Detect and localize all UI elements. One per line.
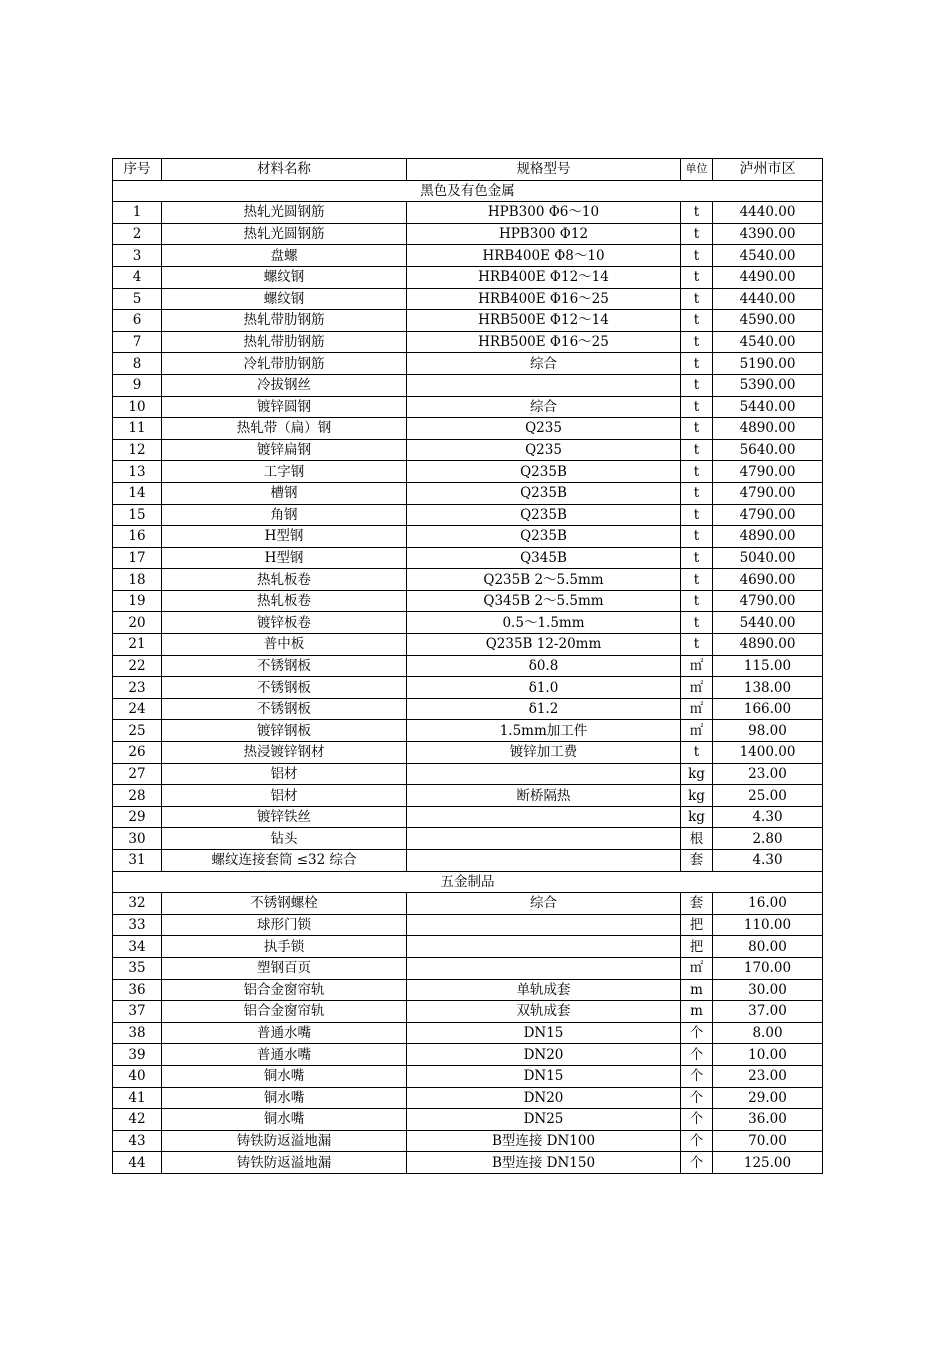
cell-spec: 断桥隔热 bbox=[407, 785, 681, 807]
table-row bbox=[113, 785, 823, 807]
cell-unit: 个 bbox=[681, 1109, 713, 1131]
cell-unit: 个 bbox=[681, 1044, 713, 1066]
header-seq: 序号 bbox=[113, 159, 162, 181]
table-row bbox=[113, 439, 823, 461]
table-row bbox=[113, 482, 823, 504]
cell-price: 4690.00 bbox=[713, 569, 823, 591]
cell-seq: 38 bbox=[113, 1022, 162, 1044]
table-row bbox=[113, 504, 823, 526]
cell-name: 铝材 bbox=[162, 763, 407, 785]
cell-name: 不锈钢板 bbox=[162, 698, 407, 720]
table-row bbox=[113, 1109, 823, 1131]
table-row bbox=[113, 288, 823, 310]
cell-unit: t bbox=[681, 396, 713, 418]
header-name: 材料名称 bbox=[162, 159, 407, 181]
cell-name: 铝材 bbox=[162, 785, 407, 807]
cell-spec: 双轨成套 bbox=[407, 1001, 681, 1023]
cell-unit: 把 bbox=[681, 936, 713, 958]
cell-price: 4440.00 bbox=[713, 202, 823, 224]
cell-spec bbox=[407, 850, 681, 872]
cell-unit: kg bbox=[681, 806, 713, 828]
cell-unit: 个 bbox=[681, 1065, 713, 1087]
cell-seq: 9 bbox=[113, 374, 162, 396]
cell-unit: t bbox=[681, 310, 713, 332]
table-row bbox=[113, 569, 823, 591]
cell-seq: 12 bbox=[113, 439, 162, 461]
cell-unit: 个 bbox=[681, 1087, 713, 1109]
table-row bbox=[113, 418, 823, 440]
table-row bbox=[113, 461, 823, 483]
cell-price: 8.00 bbox=[713, 1022, 823, 1044]
cell-name: 热轧光圆钢筋 bbox=[162, 223, 407, 245]
cell-seq: 35 bbox=[113, 957, 162, 979]
cell-price: 5390.00 bbox=[713, 374, 823, 396]
cell-unit: t bbox=[681, 526, 713, 548]
cell-spec bbox=[407, 828, 681, 850]
cell-spec: HRB500E Φ12～14 bbox=[407, 310, 681, 332]
cell-unit: ㎡ bbox=[681, 957, 713, 979]
section-row bbox=[113, 871, 823, 893]
table-row bbox=[113, 979, 823, 1001]
cell-name: 铜水嘴 bbox=[162, 1065, 407, 1087]
table-row bbox=[113, 547, 823, 569]
cell-unit: t bbox=[681, 547, 713, 569]
cell-price: 4890.00 bbox=[713, 634, 823, 656]
cell-name: 热轧光圆钢筋 bbox=[162, 202, 407, 224]
cell-unit: 个 bbox=[681, 1152, 713, 1174]
cell-spec: DN15 bbox=[407, 1065, 681, 1087]
table-row bbox=[113, 1001, 823, 1023]
cell-name: 铜水嘴 bbox=[162, 1087, 407, 1109]
table-row bbox=[113, 850, 823, 872]
cell-name: 塑钢百页 bbox=[162, 957, 407, 979]
cell-seq: 40 bbox=[113, 1065, 162, 1087]
cell-spec: Q345B 2～5.5mm bbox=[407, 590, 681, 612]
table-row bbox=[113, 353, 823, 375]
cell-spec: 综合 bbox=[407, 353, 681, 375]
cell-unit: t bbox=[681, 353, 713, 375]
cell-seq: 13 bbox=[113, 461, 162, 483]
table-row bbox=[113, 720, 823, 742]
cell-price: 25.00 bbox=[713, 785, 823, 807]
cell-spec: DN20 bbox=[407, 1087, 681, 1109]
cell-price: 110.00 bbox=[713, 914, 823, 936]
cell-unit: t bbox=[681, 461, 713, 483]
cell-price: 4890.00 bbox=[713, 418, 823, 440]
table-row bbox=[113, 742, 823, 764]
cell-unit: t bbox=[681, 331, 713, 353]
cell-price: 5440.00 bbox=[713, 396, 823, 418]
cell-name: 热轧带（扁）钢 bbox=[162, 418, 407, 440]
table-row bbox=[113, 677, 823, 699]
cell-name: 镀锌扁钢 bbox=[162, 439, 407, 461]
table-row bbox=[113, 1022, 823, 1044]
cell-price: 98.00 bbox=[713, 720, 823, 742]
table-row bbox=[113, 806, 823, 828]
table-row bbox=[113, 1152, 823, 1174]
cell-name: 普通水嘴 bbox=[162, 1022, 407, 1044]
cell-price: 5640.00 bbox=[713, 439, 823, 461]
cell-name: 执手锁 bbox=[162, 936, 407, 958]
table-row bbox=[113, 828, 823, 850]
cell-name: 螺纹钢 bbox=[162, 288, 407, 310]
cell-spec: δ1.0 bbox=[407, 677, 681, 699]
cell-price: 30.00 bbox=[713, 979, 823, 1001]
cell-unit: 个 bbox=[681, 1130, 713, 1152]
cell-seq: 10 bbox=[113, 396, 162, 418]
cell-name: 工字钢 bbox=[162, 461, 407, 483]
cell-name: 普通水嘴 bbox=[162, 1044, 407, 1066]
cell-spec: 1.5mm加工件 bbox=[407, 720, 681, 742]
cell-name: 冷拔钢丝 bbox=[162, 374, 407, 396]
cell-spec bbox=[407, 374, 681, 396]
cell-name: 热浸镀锌钢材 bbox=[162, 742, 407, 764]
table-row bbox=[113, 245, 823, 267]
cell-name: 角钢 bbox=[162, 504, 407, 526]
cell-spec: HRB500E Φ16～25 bbox=[407, 331, 681, 353]
cell-price: 5040.00 bbox=[713, 547, 823, 569]
cell-price: 23.00 bbox=[713, 763, 823, 785]
cell-spec: 0.5～1.5mm bbox=[407, 612, 681, 634]
cell-seq: 14 bbox=[113, 482, 162, 504]
cell-price: 4790.00 bbox=[713, 590, 823, 612]
cell-seq: 36 bbox=[113, 979, 162, 1001]
table-row bbox=[113, 266, 823, 288]
cell-price: 4790.00 bbox=[713, 482, 823, 504]
cell-name: 镀锌圆钢 bbox=[162, 396, 407, 418]
cell-price: 166.00 bbox=[713, 698, 823, 720]
cell-spec: DN15 bbox=[407, 1022, 681, 1044]
cell-seq: 23 bbox=[113, 677, 162, 699]
table-row bbox=[113, 655, 823, 677]
cell-spec: HRB400E Φ12～14 bbox=[407, 266, 681, 288]
cell-name: 铸铁防返溢地漏 bbox=[162, 1152, 407, 1174]
table-row bbox=[113, 310, 823, 332]
cell-seq: 41 bbox=[113, 1087, 162, 1109]
cell-spec: HRB400E Φ16～25 bbox=[407, 288, 681, 310]
cell-price: 115.00 bbox=[713, 655, 823, 677]
table-row bbox=[113, 1044, 823, 1066]
header-spec: 规格型号 bbox=[407, 159, 681, 181]
cell-seq: 16 bbox=[113, 526, 162, 548]
cell-seq: 29 bbox=[113, 806, 162, 828]
cell-price: 16.00 bbox=[713, 893, 823, 915]
cell-unit: t bbox=[681, 590, 713, 612]
cell-seq: 7 bbox=[113, 331, 162, 353]
cell-price: 37.00 bbox=[713, 1001, 823, 1023]
cell-spec: HPB300 Φ6～10 bbox=[407, 202, 681, 224]
table-row bbox=[113, 1065, 823, 1087]
cell-name: 热轧板卷 bbox=[162, 569, 407, 591]
cell-spec: 镀锌加工费 bbox=[407, 742, 681, 764]
table-row bbox=[113, 957, 823, 979]
cell-unit: kg bbox=[681, 763, 713, 785]
cell-price: 138.00 bbox=[713, 677, 823, 699]
cell-spec: Q235B bbox=[407, 482, 681, 504]
cell-spec: δ1.2 bbox=[407, 698, 681, 720]
cell-name: 镀锌板卷 bbox=[162, 612, 407, 634]
cell-price: 4790.00 bbox=[713, 461, 823, 483]
cell-name: 不锈钢板 bbox=[162, 655, 407, 677]
cell-spec: 单轨成套 bbox=[407, 979, 681, 1001]
cell-price: 4540.00 bbox=[713, 245, 823, 267]
cell-unit: ㎡ bbox=[681, 720, 713, 742]
cell-name: 镀锌铁丝 bbox=[162, 806, 407, 828]
cell-name: 铝合金窗帘轨 bbox=[162, 1001, 407, 1023]
cell-price: 1400.00 bbox=[713, 742, 823, 764]
cell-name: 不锈钢螺栓 bbox=[162, 893, 407, 915]
cell-seq: 34 bbox=[113, 936, 162, 958]
cell-seq: 28 bbox=[113, 785, 162, 807]
cell-seq: 6 bbox=[113, 310, 162, 332]
cell-unit: ㎡ bbox=[681, 698, 713, 720]
cell-unit: t bbox=[681, 439, 713, 461]
cell-price: 5440.00 bbox=[713, 612, 823, 634]
cell-seq: 30 bbox=[113, 828, 162, 850]
cell-price: 36.00 bbox=[713, 1109, 823, 1131]
cell-unit: 把 bbox=[681, 914, 713, 936]
cell-price: 4390.00 bbox=[713, 223, 823, 245]
cell-name: 冷轧带肋钢筋 bbox=[162, 353, 407, 375]
table-body bbox=[113, 180, 823, 1173]
table-row bbox=[113, 763, 823, 785]
cell-unit: t bbox=[681, 569, 713, 591]
cell-seq: 3 bbox=[113, 245, 162, 267]
cell-seq: 2 bbox=[113, 223, 162, 245]
cell-spec: Q235 bbox=[407, 439, 681, 461]
cell-name: 螺纹连接套筒 ≤32 综合 bbox=[162, 850, 407, 872]
cell-unit: t bbox=[681, 612, 713, 634]
cell-spec bbox=[407, 763, 681, 785]
cell-seq: 11 bbox=[113, 418, 162, 440]
header-unit: 单位 bbox=[681, 159, 713, 181]
cell-seq: 43 bbox=[113, 1130, 162, 1152]
cell-seq: 42 bbox=[113, 1109, 162, 1131]
cell-seq: 27 bbox=[113, 763, 162, 785]
cell-unit: m bbox=[681, 979, 713, 1001]
cell-spec: δ0.8 bbox=[407, 655, 681, 677]
cell-name: 热轧板卷 bbox=[162, 590, 407, 612]
cell-spec: Q345B bbox=[407, 547, 681, 569]
cell-spec: HPB300 Φ12 bbox=[407, 223, 681, 245]
cell-seq: 32 bbox=[113, 893, 162, 915]
cell-price: 4790.00 bbox=[713, 504, 823, 526]
cell-spec: 综合 bbox=[407, 396, 681, 418]
cell-unit: t bbox=[681, 418, 713, 440]
cell-unit: t bbox=[681, 266, 713, 288]
cell-spec: B型连接 DN100 bbox=[407, 1130, 681, 1152]
table-row bbox=[113, 331, 823, 353]
cell-seq: 25 bbox=[113, 720, 162, 742]
cell-unit: ㎡ bbox=[681, 677, 713, 699]
cell-seq: 39 bbox=[113, 1044, 162, 1066]
cell-seq: 21 bbox=[113, 634, 162, 656]
cell-price: 2.80 bbox=[713, 828, 823, 850]
cell-spec: Q235B bbox=[407, 504, 681, 526]
table-row bbox=[113, 396, 823, 418]
cell-seq: 44 bbox=[113, 1152, 162, 1174]
cell-spec: 综合 bbox=[407, 893, 681, 915]
cell-seq: 8 bbox=[113, 353, 162, 375]
cell-name: 盘螺 bbox=[162, 245, 407, 267]
cell-spec bbox=[407, 914, 681, 936]
cell-spec bbox=[407, 957, 681, 979]
cell-seq: 1 bbox=[113, 202, 162, 224]
table-row bbox=[113, 1130, 823, 1152]
cell-unit: 个 bbox=[681, 1022, 713, 1044]
cell-spec: DN25 bbox=[407, 1109, 681, 1131]
cell-name: 槽钢 bbox=[162, 482, 407, 504]
cell-spec: Q235B 12-20mm bbox=[407, 634, 681, 656]
cell-unit: t bbox=[681, 634, 713, 656]
cell-spec: B型连接 DN150 bbox=[407, 1152, 681, 1174]
cell-name: 螺纹钢 bbox=[162, 266, 407, 288]
cell-price: 4890.00 bbox=[713, 526, 823, 548]
cell-price: 23.00 bbox=[713, 1065, 823, 1087]
table-row bbox=[113, 612, 823, 634]
cell-unit: t bbox=[681, 504, 713, 526]
cell-unit: 根 bbox=[681, 828, 713, 850]
cell-seq: 4 bbox=[113, 266, 162, 288]
cell-spec: Q235B 2～5.5mm bbox=[407, 569, 681, 591]
cell-unit: t bbox=[681, 223, 713, 245]
cell-unit: t bbox=[681, 202, 713, 224]
cell-unit: t bbox=[681, 482, 713, 504]
cell-spec: Q235B bbox=[407, 461, 681, 483]
cell-unit: 套 bbox=[681, 850, 713, 872]
cell-spec: Q235B bbox=[407, 526, 681, 548]
cell-seq: 15 bbox=[113, 504, 162, 526]
table-row bbox=[113, 1087, 823, 1109]
cell-seq: 22 bbox=[113, 655, 162, 677]
cell-price: 10.00 bbox=[713, 1044, 823, 1066]
cell-unit: kg bbox=[681, 785, 713, 807]
table-row bbox=[113, 698, 823, 720]
cell-seq: 24 bbox=[113, 698, 162, 720]
table-row bbox=[113, 374, 823, 396]
table-row bbox=[113, 936, 823, 958]
cell-name: H型钢 bbox=[162, 547, 407, 569]
cell-seq: 18 bbox=[113, 569, 162, 591]
cell-name: 热轧带肋钢筋 bbox=[162, 310, 407, 332]
price-table bbox=[112, 158, 823, 1174]
cell-name: 铝合金窗帘轨 bbox=[162, 979, 407, 1001]
table-row bbox=[113, 590, 823, 612]
cell-unit: 套 bbox=[681, 893, 713, 915]
cell-spec bbox=[407, 936, 681, 958]
cell-price: 70.00 bbox=[713, 1130, 823, 1152]
cell-name: H型钢 bbox=[162, 526, 407, 548]
table-row bbox=[113, 223, 823, 245]
cell-spec: Q235 bbox=[407, 418, 681, 440]
cell-price: 80.00 bbox=[713, 936, 823, 958]
header-row bbox=[113, 159, 823, 181]
cell-spec bbox=[407, 806, 681, 828]
section-row bbox=[113, 180, 823, 202]
cell-spec: HRB400E Φ8～10 bbox=[407, 245, 681, 267]
cell-name: 镀锌钢板 bbox=[162, 720, 407, 742]
cell-name: 铸铁防返溢地漏 bbox=[162, 1130, 407, 1152]
cell-unit: m bbox=[681, 1001, 713, 1023]
cell-seq: 37 bbox=[113, 1001, 162, 1023]
cell-price: 29.00 bbox=[713, 1087, 823, 1109]
cell-spec: DN20 bbox=[407, 1044, 681, 1066]
section-title: 五金制品 bbox=[113, 871, 823, 893]
cell-price: 125.00 bbox=[713, 1152, 823, 1174]
cell-seq: 5 bbox=[113, 288, 162, 310]
cell-name: 普中板 bbox=[162, 634, 407, 656]
cell-unit: t bbox=[681, 288, 713, 310]
table-row bbox=[113, 914, 823, 936]
table-row bbox=[113, 202, 823, 224]
cell-seq: 19 bbox=[113, 590, 162, 612]
cell-seq: 26 bbox=[113, 742, 162, 764]
cell-name: 不锈钢板 bbox=[162, 677, 407, 699]
cell-name: 热轧带肋钢筋 bbox=[162, 331, 407, 353]
cell-price: 4440.00 bbox=[713, 288, 823, 310]
section-title: 黑色及有色金属 bbox=[113, 180, 823, 202]
cell-price: 5190.00 bbox=[713, 353, 823, 375]
cell-unit: t bbox=[681, 742, 713, 764]
table-row bbox=[113, 526, 823, 548]
cell-seq: 17 bbox=[113, 547, 162, 569]
cell-name: 钻头 bbox=[162, 828, 407, 850]
cell-price: 4.30 bbox=[713, 806, 823, 828]
cell-price: 4540.00 bbox=[713, 331, 823, 353]
cell-seq: 31 bbox=[113, 850, 162, 872]
table-row bbox=[113, 634, 823, 656]
cell-price: 4590.00 bbox=[713, 310, 823, 332]
cell-price: 4.30 bbox=[713, 850, 823, 872]
cell-price: 170.00 bbox=[713, 957, 823, 979]
cell-unit: t bbox=[681, 374, 713, 396]
cell-unit: t bbox=[681, 245, 713, 267]
cell-price: 4490.00 bbox=[713, 266, 823, 288]
cell-unit: ㎡ bbox=[681, 655, 713, 677]
cell-seq: 33 bbox=[113, 914, 162, 936]
cell-name: 铜水嘴 bbox=[162, 1109, 407, 1131]
table-row bbox=[113, 893, 823, 915]
header-region: 泸州市区 bbox=[713, 159, 823, 181]
cell-seq: 20 bbox=[113, 612, 162, 634]
cell-name: 球形门锁 bbox=[162, 914, 407, 936]
